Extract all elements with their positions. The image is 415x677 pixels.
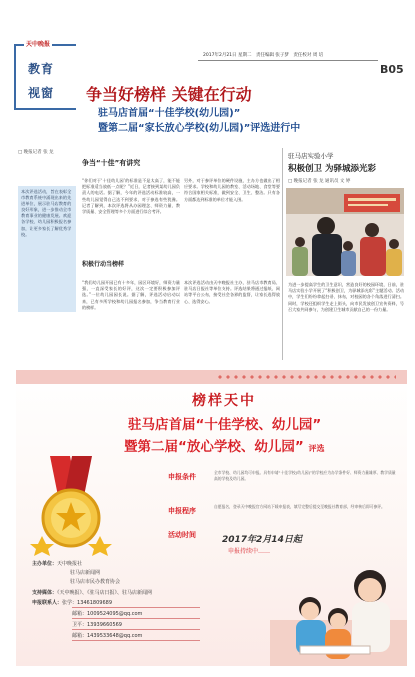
info-text: 全市学校、幼儿园均可申报。具有申请“十佳学校(幼儿园)”的学校应为办学条件好、师资力量雄厚、教学质量高的学校及幼儿园。 (214, 470, 396, 481)
ad-title-line2-text: 暨第二届“放心学校、幼儿园” (124, 439, 304, 455)
ad-decor-dots (216, 373, 396, 381)
medal-illustration (28, 456, 114, 556)
support-row (32, 589, 152, 596)
page-code: B05 (380, 63, 404, 76)
section-name-line2: 视窗 (28, 86, 55, 100)
right-article-body: 为进一步提高学生的卫生意识，营造良好的校园环境，日前，驻马店实验小学开展了“积极创卫，为驿城添光彩”主题活动。活动中，学生们纷纷拿起扫帚、抹布，对校园的各个角落进行清扫。同时，学校还组织学生走上街头，向市民发放创卫宣传资料，号召大家共同参与，为创建卫生城市贡献自己的一份力量。 (288, 282, 404, 312)
event-date-note: 申报持续中…… (228, 548, 271, 555)
children-illustration (270, 550, 407, 666)
phone-2: 卫平：13939660569 (72, 622, 122, 628)
column-divider (282, 148, 283, 360)
brand-name: 天中晚报 (26, 41, 51, 48)
co-organizer-1: 驻马店新闻网 (70, 570, 101, 576)
sidebar-text: 本次评选活动，旨在表彰全市教育系统中涌现出来的先进单位，展示驻马店教育的良好形象，进一步推动全市教育事业的健康发展。欢迎各学校、幼儿园积极报名参加，让更多家长了解优秀学校。 (21, 189, 72, 237)
section-name-line1: 教育 (28, 62, 55, 76)
main-headline: 争当好榜样 关键在行动 (86, 85, 252, 104)
host-value: 天中晚报社 (57, 561, 83, 567)
info-label: 活动时间 (168, 531, 196, 539)
article-section-heading: 积极行动当榜样 (82, 261, 125, 268)
section-masthead (14, 41, 76, 110)
event-advertisement (16, 370, 407, 666)
right-article-title: 积极创卫 为驿城添光彩 (288, 164, 376, 174)
contact-row (32, 599, 112, 606)
article-subheading: 争当“十佳”有讲究 (82, 159, 141, 167)
header-rule (198, 60, 378, 61)
ad-title-suffix: 评选 (308, 444, 325, 453)
info-label: 申报条件 (168, 473, 196, 481)
right-article-kicker: 驻马店实验小学 (288, 152, 334, 160)
contact-underline (72, 640, 200, 641)
sub-headline-1: 驻马店首届“十佳学校(幼儿园)” (98, 108, 241, 119)
article-byline: □ 晚报记者 张 龙 (18, 150, 54, 155)
co-organizer-2: 驻马店市民办教育协会 (70, 579, 121, 585)
sub-headline-2: 暨第二届“家长放心学校(幼儿园)”评选进行中 (98, 123, 301, 134)
contact-underline (72, 607, 200, 608)
contact-underline (72, 618, 200, 619)
host-label: 主办单位： (32, 561, 58, 567)
info-row (168, 470, 400, 500)
sidebar-box (18, 186, 76, 312)
email-2[interactable]: 邮箱：1439533648@qq.com (72, 633, 143, 639)
article-column-2b: 本次评选活动由天中晚报社主办，驻马店市教育局、驻马店日报社等单位支持。评选结果将通过报纸、网站等平台公布，接受社会各界的监督，让家长选得放心、选得安心。 (184, 280, 280, 304)
event-date: 2017年2月14日起 (222, 535, 302, 545)
contact-underline (72, 629, 200, 630)
ad-title-line1: 驻马店首届“十佳学校、幼儿园” (128, 417, 322, 433)
date-line: 2017年2月21日 星期二 责任编辑 张子梦 责任校对 周 培 (203, 53, 324, 58)
info-label: 申报程序 (168, 507, 196, 515)
newspaper-page (8, 8, 407, 669)
article-column-1: “你们对于‘十佳幼儿园’的标准是不是太高了，能不能把标准适当放低一点呢？”近日，记者接到某幼儿园负责人的电话。据了解，今年的评选活动标准较高，一些幼儿园觉得自己达不到要求，对于参选有些犹豫。记者了解到，本次评选将从办园理念、师资力量、教学质量、安全管理等多个方面进行综合考评。 (82, 178, 180, 215)
info-text: 自愿报名，登录天中晚报官方网站下载申报表，填写完整后提交至晚报社教育部，经审核后即可参评。 (214, 504, 385, 509)
news-photo (286, 188, 404, 276)
contact-label: 申报联系人： (32, 600, 63, 606)
ad-title-line2 (124, 435, 324, 455)
contact-value: 张学：13461809689 (62, 600, 113, 606)
article-column-2: 另外，对于参评单位的硬件设施，主办方也做出了相应要求。学校和幼儿园的教室、活动场地、食堂等要符合国家相关标准，做到安全、卫生、整洁。只有各方面都达到标准的单位才能入围。 (184, 178, 280, 202)
host-row (32, 560, 82, 567)
email-1[interactable]: 邮箱：1009524095@qq.com (72, 611, 143, 617)
right-article-byline: □ 晚报记者 张 龙 通讯员 文 婷 (288, 179, 351, 184)
support-value: 《天中晚报》、《驻马店日报》、驻马店新闻网 (57, 590, 153, 596)
article-column-1b: “我们幼儿园开园已有十多年，园区环境好，师资力量强，一直深受家长的好评，这次一定要积极参加评选。”一位幼儿园园长说。据了解，评选活动启动以来，已有多所学校和幼儿园报名参加，争当教育行业的榜样。 (82, 280, 180, 310)
ad-kicker: 榜样天中 (192, 393, 256, 409)
support-label: 支持媒体： (32, 590, 58, 596)
